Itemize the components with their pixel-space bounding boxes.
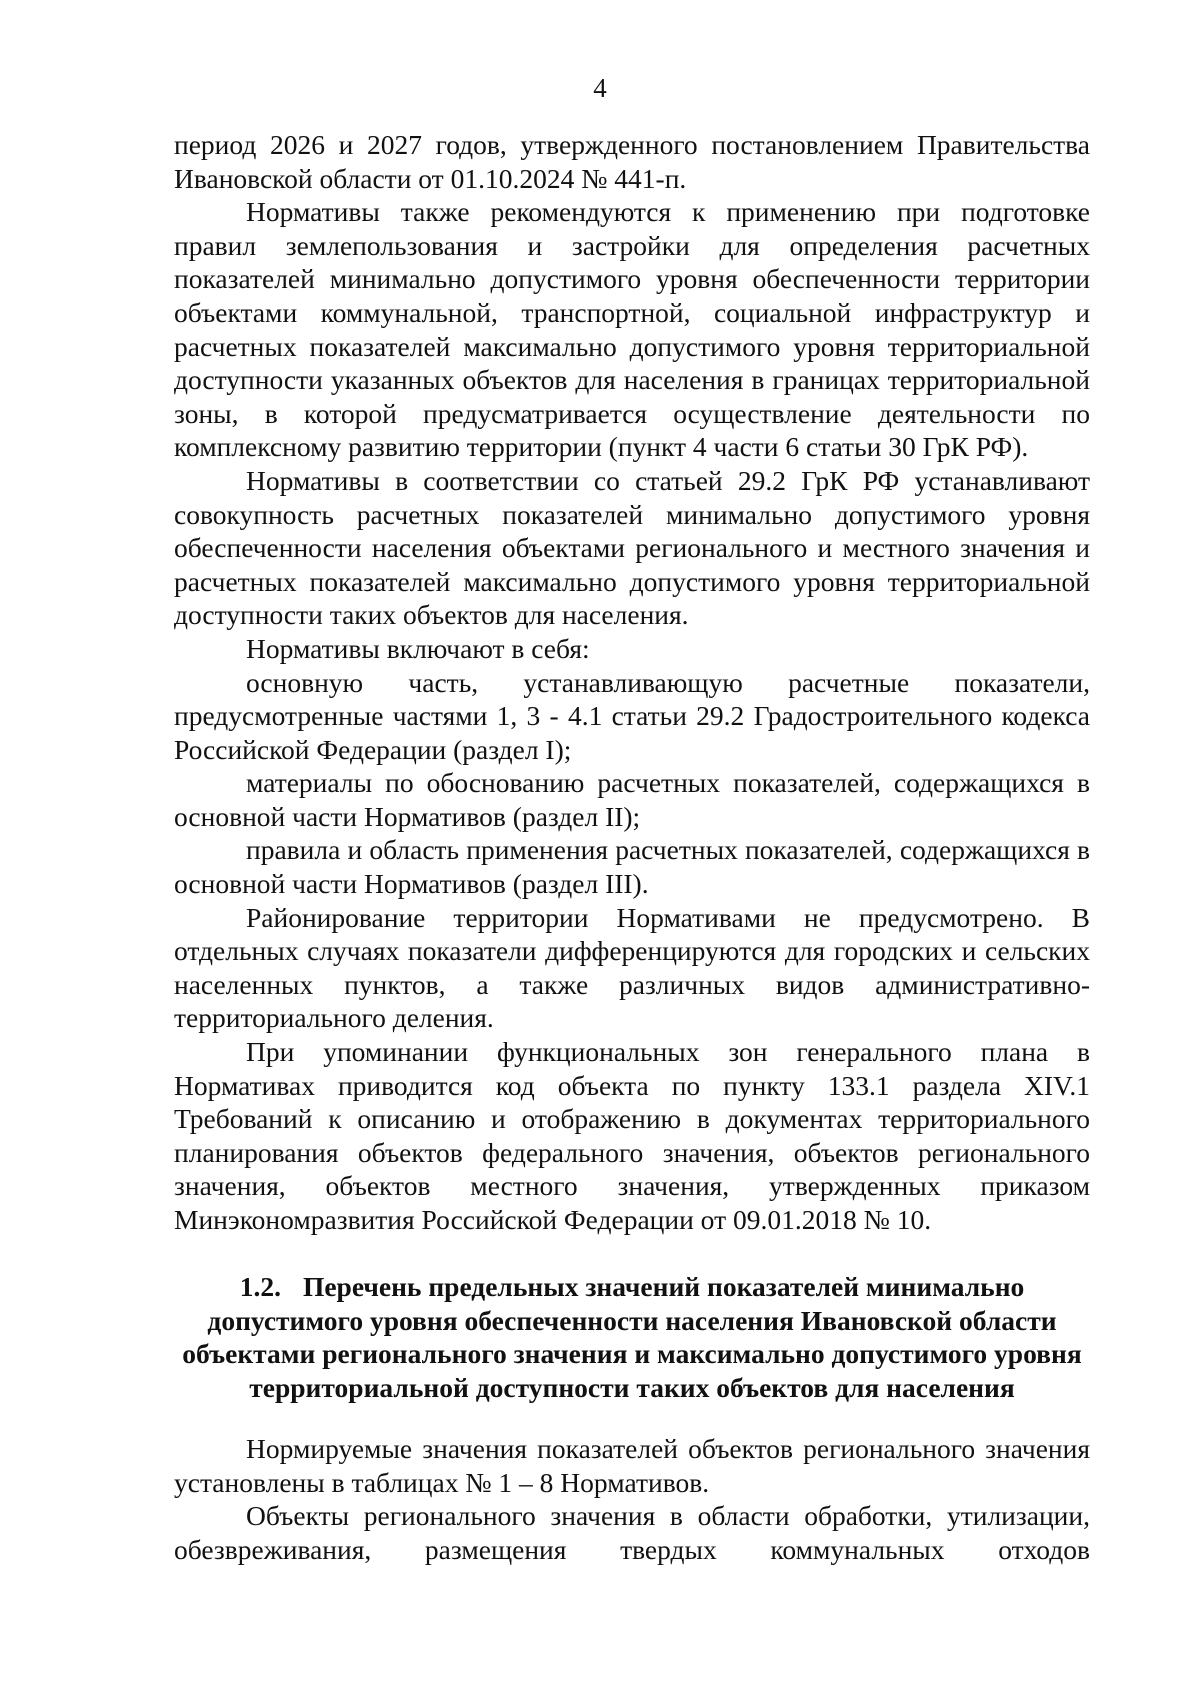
body-text-after-heading (174, 1432, 1090, 1566)
paragraph: период 2026 и 2027 годов, утвержденного постановлением Правительства Ивановской области от 01.10.2024 № 441-п. (174, 129, 1090, 194)
paragraph: При упоминании функциональных зон генерального плана в Нормативах приводится код объекта по пункту 133.1 раздела XIV.1 Требований к описанию и отображению в документах территориального планирования объектов федерального значения, объектов регионального значения, объектов местного значения, утвержденных приказом Минэкономразвития Российской Федерации от 09.01.2018 № 10. (174, 1036, 1090, 1235)
paragraph: Нормативы также рекомендуются к применению при подготовке правил землепользования и застройки для определения расчетных показателей минимально допустимого уровня обеспеченности территории объектами коммунальной, транспортной, социальной инфраструктур и расчетных показателей максимально допустимого уровня территориальной доступности указанных объектов для населения в границах территориальной зоны, в которой предусматривается осуществление деятельности по комплексному развитию территории (пункт 4 части 6 статьи 30 ГрК РФ). (174, 196, 1090, 463)
paragraph: материалы по обоснованию расчетных показателей, содержащихся в основной части Нормативов (раздел II); (174, 767, 1090, 832)
body-text (174, 128, 1090, 1237)
paragraph: правила и область применения расчетных показателей, содержащихся в основной части Нормативов (раздел III). (174, 834, 1090, 900)
paragraph: основную часть, устанавливающую расчетные показатели, предусмотренные частями 1, 3 - 4.1 статьи 29.2 Градостроительного кодекса Российской Федерации (раздел I); (174, 666, 1090, 765)
paragraph: Районирование территории Нормативами не предусмотрено. В отдельных случаях показатели дифференцируются для городских и сельских населенных пунктов, а также различных видов административно-территориального деления. (174, 901, 1090, 1034)
section-heading (174, 1270, 1090, 1404)
paragraph: Нормируемые значения показателей объектов регионального значения установлены в таблицах № 1 – 8 Нормативов. (174, 1433, 1090, 1498)
paragraph: Объекты регионального значения в области обработки, утилизации, обезвреживания, размещения твердых коммунальных отходов (174, 1500, 1090, 1565)
page-number: 4 (593, 73, 607, 103)
section-number: 1.2. (239, 1271, 281, 1302)
section-title: Перечень предельных значений показателей минимально допустимого уровня обеспеченности населения Ивановской области объектами регионального значения и максимально допустимого уровня территориальной доступности таких объектов для населения (182, 1271, 1082, 1403)
paragraph: Нормативы включают в себя: (246, 632, 590, 664)
paragraph: Нормативы в соответствии со статьей 29.2 ГрК РФ устанавливают совокупность расчетных показателей минимально допустимого уровня обеспеченности населения объектами регионального и местного значения и расчетных показателей максимально допустимого уровня территориальной доступности таких объектов для населения. (174, 464, 1090, 631)
